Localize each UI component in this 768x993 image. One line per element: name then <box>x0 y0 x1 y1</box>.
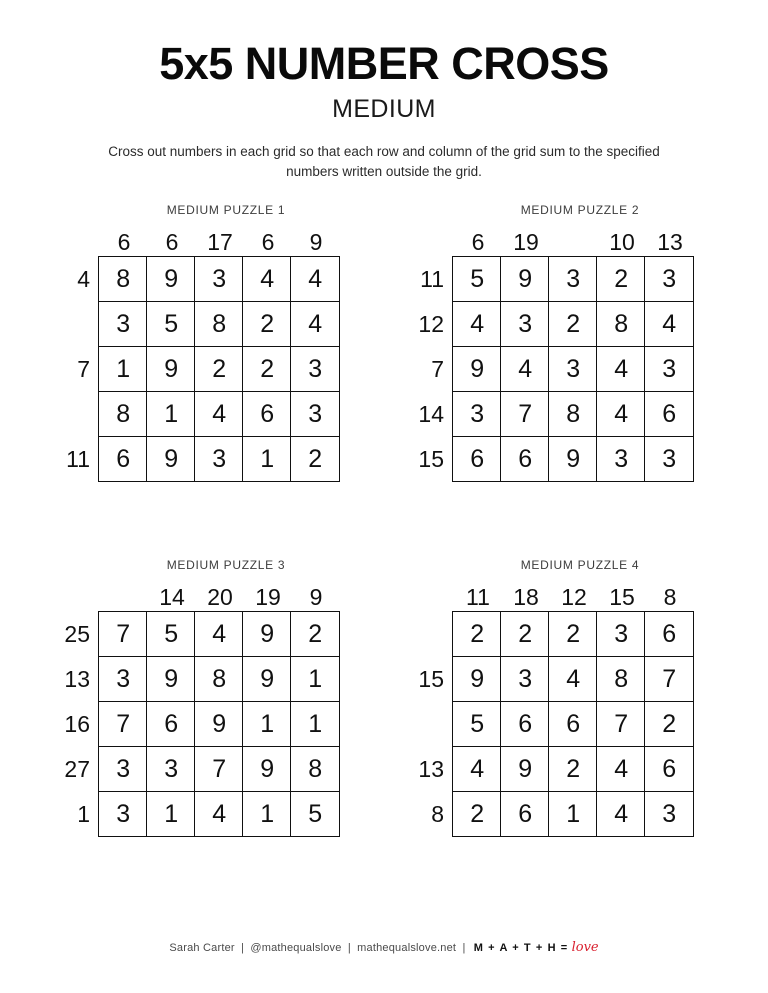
puzzle-1-cell-r3c5[interactable]: 3 <box>290 346 340 393</box>
footer-brand-equation: M + A + T + H = <box>473 942 569 954</box>
puzzle-4-cell-r5c4[interactable]: 4 <box>596 791 646 838</box>
puzzle-2-cell-r1c3[interactable]: 3 <box>548 256 598 303</box>
puzzle-2-cell-r1c5[interactable]: 3 <box>644 256 694 303</box>
puzzle-3-col-sum-2: 14 <box>159 584 185 611</box>
puzzle-2-row-sum-2: 12 <box>418 311 444 338</box>
puzzle-4 <box>416 558 706 837</box>
puzzles-container <box>0 203 768 837</box>
puzzle-3-cell-r2c3[interactable]: 8 <box>194 656 244 703</box>
puzzle-4-col-sum-4: 15 <box>609 584 635 611</box>
puzzle-1-row-sum-2 <box>62 302 100 347</box>
grid-corner-spacer <box>62 231 100 257</box>
puzzle-2 <box>416 203 706 482</box>
puzzle-1-cell-r5c4[interactable]: 1 <box>242 436 292 483</box>
footer-separator-1: | <box>241 942 245 954</box>
puzzle-4-row-sum-4: 13 <box>418 756 444 783</box>
footer-separator-2: | <box>347 942 351 954</box>
puzzle-3-col-sum-1 <box>100 586 148 612</box>
puzzle-1-cell-r4c3[interactable]: 4 <box>194 391 244 438</box>
puzzle-3-cell-r1c1[interactable]: 7 <box>98 611 148 658</box>
puzzle-2-cell-r3c5[interactable]: 3 <box>644 346 694 393</box>
puzzle-1-cell-r2c1[interactable]: 3 <box>98 301 148 348</box>
puzzle-4-cell-r2c5[interactable]: 7 <box>644 656 694 703</box>
puzzle-2-cell-r2c1[interactable]: 4 <box>452 301 502 348</box>
puzzle-4-cell-r4c5[interactable]: 6 <box>644 746 694 793</box>
puzzle-4-row-sum-3 <box>416 702 454 747</box>
puzzle-1-cell-r2c4[interactable]: 2 <box>242 301 292 348</box>
puzzle-4-cell-r5c2[interactable]: 6 <box>500 791 550 838</box>
puzzle-1-cell-r1c1[interactable]: 8 <box>98 256 148 303</box>
puzzle-4-cell-r5c3[interactable]: 1 <box>548 791 598 838</box>
puzzle-1-title: MEDIUM PUZZLE 1 <box>166 203 286 218</box>
puzzle-1-cell-r4c5[interactable]: 3 <box>290 391 340 438</box>
puzzle-1-cell-r1c5[interactable]: 4 <box>290 256 340 303</box>
puzzle-3-grid <box>62 586 352 837</box>
puzzle-4-cell-r1c1[interactable]: 2 <box>452 611 502 658</box>
puzzle-3-cell-r5c5[interactable]: 5 <box>290 791 340 838</box>
puzzle-1-cell-r1c3[interactable]: 3 <box>194 256 244 303</box>
puzzle-2-cell-r2c5[interactable]: 4 <box>644 301 694 348</box>
puzzle-3-row-sum-1: 25 <box>64 621 90 648</box>
puzzle-4-cell-r5c5[interactable]: 3 <box>644 791 694 838</box>
puzzle-3-cell-r4c1[interactable]: 3 <box>98 746 148 793</box>
puzzle-3 <box>62 558 352 837</box>
puzzle-1-col-sum-1: 6 <box>117 229 131 256</box>
puzzle-3-col-sum-3: 20 <box>207 584 233 611</box>
page-title: 5x5 NUMBER CROSS <box>159 38 609 89</box>
puzzle-row-top <box>0 203 768 482</box>
footer-brand-love: love <box>571 940 599 955</box>
grid-corner-spacer <box>62 586 100 612</box>
puzzle-4-cell-r3c3[interactable]: 6 <box>548 701 598 748</box>
puzzle-3-cell-r3c2[interactable]: 6 <box>146 701 196 748</box>
footer-separator-3: | <box>462 942 466 954</box>
puzzle-4-cell-r4c2[interactable]: 9 <box>500 746 550 793</box>
puzzle-3-cell-r5c1[interactable]: 3 <box>98 791 148 838</box>
puzzle-1-col-sum-5: 9 <box>309 229 323 256</box>
puzzle-3-cell-r3c5[interactable]: 1 <box>290 701 340 748</box>
puzzle-1-cell-r5c5[interactable]: 2 <box>290 436 340 483</box>
puzzle-4-cell-r3c2[interactable]: 6 <box>500 701 550 748</box>
grid-corner-spacer <box>416 231 454 257</box>
puzzle-3-cell-r5c2[interactable]: 1 <box>146 791 196 838</box>
puzzle-2-cell-r5c5[interactable]: 3 <box>644 436 694 483</box>
puzzle-4-title: MEDIUM PUZZLE 4 <box>520 558 640 573</box>
puzzle-2-cell-r5c3[interactable]: 9 <box>548 436 598 483</box>
puzzle-4-row-sum-2: 15 <box>418 666 444 693</box>
puzzle-1-col-sum-3: 17 <box>207 229 233 256</box>
puzzle-2-cell-r5c1[interactable]: 6 <box>452 436 502 483</box>
puzzle-4-cell-r1c2[interactable]: 2 <box>500 611 550 658</box>
puzzle-4-cell-r2c1[interactable]: 9 <box>452 656 502 703</box>
puzzle-4-cell-r5c1[interactable]: 2 <box>452 791 502 838</box>
puzzle-3-cell-r1c4[interactable]: 9 <box>242 611 292 658</box>
puzzle-1 <box>62 203 352 482</box>
puzzle-2-row-sum-3: 7 <box>431 356 444 383</box>
difficulty-label: MEDIUM <box>332 95 436 124</box>
footer-author: Sarah Carter <box>169 942 235 954</box>
puzzle-4-col-sum-1: 11 <box>466 584 490 611</box>
puzzle-2-cell-r4c1[interactable]: 3 <box>452 391 502 438</box>
puzzle-1-cell-r1c2[interactable]: 9 <box>146 256 196 303</box>
puzzle-3-cell-r3c4[interactable]: 1 <box>242 701 292 748</box>
puzzle-3-row-sum-3: 16 <box>64 711 90 738</box>
puzzle-4-cell-r3c1[interactable]: 5 <box>452 701 502 748</box>
puzzle-4-col-sum-3: 12 <box>561 584 587 611</box>
puzzle-3-cell-r2c1[interactable]: 3 <box>98 656 148 703</box>
puzzle-2-cell-r4c4[interactable]: 4 <box>596 391 646 438</box>
puzzle-2-col-sum-2: 19 <box>513 229 539 256</box>
puzzle-3-cell-r1c2[interactable]: 5 <box>146 611 196 658</box>
puzzle-3-cell-r2c5[interactable]: 1 <box>290 656 340 703</box>
puzzle-4-cell-r4c3[interactable]: 2 <box>548 746 598 793</box>
puzzle-1-cell-r5c3[interactable]: 3 <box>194 436 244 483</box>
puzzle-3-cell-r4c4[interactable]: 9 <box>242 746 292 793</box>
puzzle-3-col-sum-4: 19 <box>255 584 281 611</box>
puzzle-2-cell-r4c2[interactable]: 7 <box>500 391 550 438</box>
puzzle-1-row-sum-3: 7 <box>77 356 90 383</box>
puzzle-4-cell-r1c3[interactable]: 2 <box>548 611 598 658</box>
puzzle-4-cell-r1c4[interactable]: 3 <box>596 611 646 658</box>
puzzle-2-title: MEDIUM PUZZLE 2 <box>520 203 640 218</box>
puzzle-3-col-sum-5: 9 <box>309 584 323 611</box>
grid-corner-spacer <box>416 586 454 612</box>
puzzle-2-cell-r2c4[interactable]: 8 <box>596 301 646 348</box>
puzzle-1-cell-r3c4[interactable]: 2 <box>242 346 292 393</box>
puzzle-2-col-sum-3 <box>550 231 598 257</box>
puzzle-3-cell-r3c3[interactable]: 9 <box>194 701 244 748</box>
puzzle-3-row-sum-2: 13 <box>64 666 90 693</box>
puzzle-3-cell-r4c2[interactable]: 3 <box>146 746 196 793</box>
puzzle-1-cell-r4c2[interactable]: 1 <box>146 391 196 438</box>
puzzle-2-cell-r3c4[interactable]: 4 <box>596 346 646 393</box>
puzzle-2-cell-r4c5[interactable]: 6 <box>644 391 694 438</box>
puzzle-1-cell-r1c4[interactable]: 4 <box>242 256 292 303</box>
puzzle-1-cell-r2c5[interactable]: 4 <box>290 301 340 348</box>
puzzle-4-cell-r3c4[interactable]: 7 <box>596 701 646 748</box>
puzzle-3-cell-r1c3[interactable]: 4 <box>194 611 244 658</box>
puzzle-4-col-sum-5: 8 <box>663 584 677 611</box>
puzzle-1-grid <box>62 231 352 482</box>
puzzle-1-row-sum-5: 11 <box>66 446 90 473</box>
puzzle-2-col-sum-4: 10 <box>609 229 635 256</box>
puzzle-1-cell-r3c1[interactable]: 1 <box>98 346 148 393</box>
puzzle-2-cell-r2c2[interactable]: 3 <box>500 301 550 348</box>
puzzle-1-cell-r3c2[interactable]: 9 <box>146 346 196 393</box>
puzzle-4-cell-r3c5[interactable]: 2 <box>644 701 694 748</box>
puzzle-2-row-sum-4: 14 <box>418 401 444 428</box>
puzzle-3-cell-r5c3[interactable]: 4 <box>194 791 244 838</box>
puzzle-1-cell-r5c2[interactable]: 9 <box>146 436 196 483</box>
puzzle-3-cell-r1c5[interactable]: 2 <box>290 611 340 658</box>
puzzle-1-cell-r4c1[interactable]: 8 <box>98 391 148 438</box>
puzzle-1-cell-r4c4[interactable]: 6 <box>242 391 292 438</box>
footer <box>0 940 768 955</box>
footer-handle: @mathequalslove <box>250 942 342 954</box>
puzzle-2-row-sum-5: 15 <box>418 446 444 473</box>
puzzle-3-cell-r2c4[interactable]: 9 <box>242 656 292 703</box>
puzzle-2-cell-r3c2[interactable]: 4 <box>500 346 550 393</box>
puzzle-4-cell-r1c5[interactable]: 6 <box>644 611 694 658</box>
puzzle-2-col-sum-5: 13 <box>657 229 683 256</box>
puzzle-4-cell-r2c3[interactable]: 4 <box>548 656 598 703</box>
puzzle-4-cell-r2c2[interactable]: 3 <box>500 656 550 703</box>
puzzle-1-cell-r5c1[interactable]: 6 <box>98 436 148 483</box>
puzzle-1-row-sum-1: 4 <box>77 266 90 293</box>
puzzle-4-cell-r2c4[interactable]: 8 <box>596 656 646 703</box>
puzzle-1-row-sum-4 <box>62 392 100 437</box>
puzzle-2-cell-r2c3[interactable]: 2 <box>548 301 598 348</box>
puzzle-2-cell-r5c4[interactable]: 3 <box>596 436 646 483</box>
puzzle-2-cell-r3c1[interactable]: 9 <box>452 346 502 393</box>
puzzle-3-cell-r5c4[interactable]: 1 <box>242 791 292 838</box>
puzzle-2-cell-r5c2[interactable]: 6 <box>500 436 550 483</box>
puzzle-1-col-sum-4: 6 <box>261 229 275 256</box>
puzzle-3-cell-r4c3[interactable]: 7 <box>194 746 244 793</box>
puzzle-3-title: MEDIUM PUZZLE 3 <box>166 558 286 573</box>
puzzle-2-cell-r1c4[interactable]: 2 <box>596 256 646 303</box>
puzzle-2-cell-r4c3[interactable]: 8 <box>548 391 598 438</box>
puzzle-3-cell-r2c2[interactable]: 9 <box>146 656 196 703</box>
puzzle-1-cell-r3c3[interactable]: 2 <box>194 346 244 393</box>
instructions-text: Cross out numbers in each grid so that each row and column of the grid sum to the specified numbers written outside the grid. <box>108 144 660 179</box>
puzzle-3-cell-r4c5[interactable]: 8 <box>290 746 340 793</box>
puzzle-4-grid <box>416 586 706 837</box>
puzzle-2-cell-r3c3[interactable]: 3 <box>548 346 598 393</box>
puzzle-3-cell-r3c1[interactable]: 7 <box>98 701 148 748</box>
puzzle-1-col-sum-2: 6 <box>165 229 179 256</box>
puzzle-2-grid <box>416 231 706 482</box>
puzzle-4-col-sum-2: 18 <box>513 584 539 611</box>
puzzle-2-cell-r1c1[interactable]: 5 <box>452 256 502 303</box>
puzzle-3-row-sum-5: 1 <box>77 801 90 828</box>
puzzle-2-col-sum-1: 6 <box>471 229 485 256</box>
puzzle-2-row-sum-1: 11 <box>420 266 444 293</box>
puzzle-4-cell-r4c1[interactable]: 4 <box>452 746 502 793</box>
puzzle-row-bottom <box>0 558 768 837</box>
puzzle-4-row-sum-5: 8 <box>431 801 444 828</box>
puzzle-2-cell-r1c2[interactable]: 9 <box>500 256 550 303</box>
puzzle-4-cell-r4c4[interactable]: 4 <box>596 746 646 793</box>
puzzle-1-cell-r2c3[interactable]: 8 <box>194 301 244 348</box>
puzzle-4-row-sum-1 <box>416 612 454 657</box>
puzzle-3-row-sum-4: 27 <box>64 756 90 783</box>
puzzle-1-cell-r2c2[interactable]: 5 <box>146 301 196 348</box>
footer-website[interactable]: mathequalslove.net <box>357 942 457 954</box>
